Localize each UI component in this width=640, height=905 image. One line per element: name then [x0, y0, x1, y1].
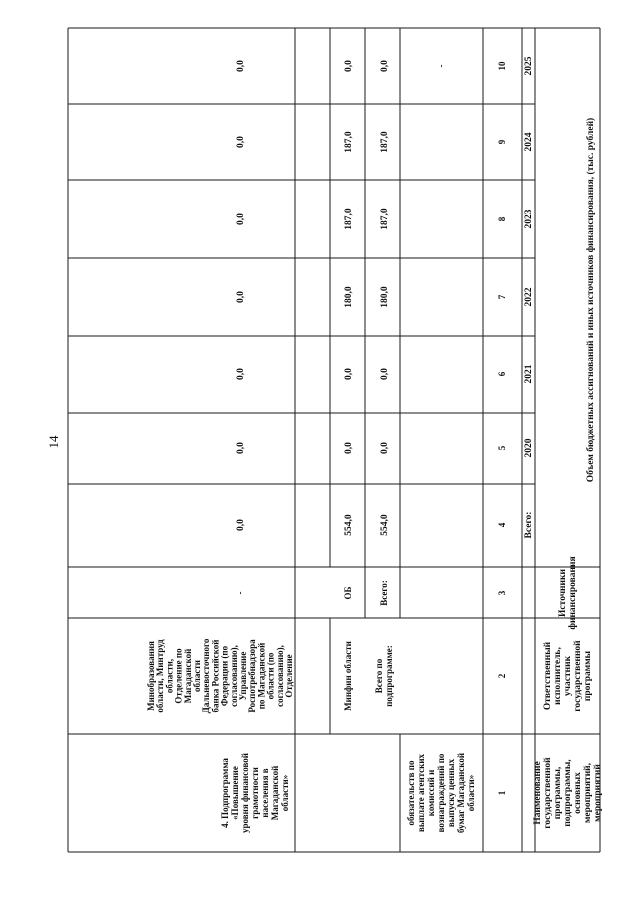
sub4-value — [236, 368, 246, 380]
column-number-5 — [497, 445, 507, 450]
header-col1-title-line: государственной — [543, 757, 553, 829]
column-number-7 — [497, 294, 507, 299]
header-col3-title-line: Источники — [558, 569, 568, 617]
sub4-name-line: «Повышение — [230, 766, 240, 820]
column-number-8-line: 8 — [497, 216, 507, 222]
header-col1-title-line: основных — [573, 772, 583, 814]
subtotal-source-line: Всего: — [379, 580, 389, 606]
minfin-value — [344, 286, 354, 308]
minfin-executor — [343, 641, 353, 711]
sub4-name-line: населения в — [260, 768, 270, 818]
subtotal-value-line: 187,0 — [380, 208, 390, 230]
continuation-name-line: обязательств по — [406, 760, 416, 826]
subtotal-value-line: 187,0 — [380, 131, 390, 153]
subtotal-executor-line: Всего по — [374, 658, 384, 694]
header-col2-title — [542, 640, 593, 712]
header-year-2021-line: 2021 — [524, 364, 534, 384]
column-number-7-line: 7 — [497, 294, 507, 300]
minfin-value-line: 554,0 — [344, 514, 354, 536]
column-number-1 — [497, 790, 507, 795]
column-number-4 — [497, 522, 507, 527]
header-col1-title-line: мероприятий — [593, 764, 603, 822]
sub4-executor-line: области, — [164, 658, 175, 694]
continuation-dash — [436, 65, 446, 68]
sub4-value-line: 0,0 — [236, 519, 246, 531]
sub4-executor-line: согласованию), — [274, 645, 285, 707]
sub4-executor-line: Магаданской — [182, 648, 193, 704]
minfin-value-line: 187,0 — [344, 208, 354, 230]
column-number-9-line: 9 — [497, 139, 507, 145]
header-col2-title-line: участник — [563, 655, 573, 697]
header-group-title — [585, 118, 596, 482]
minfin-value-line: 0,0 — [344, 442, 354, 454]
minfin-source — [343, 586, 353, 599]
column-number-2 — [497, 673, 507, 678]
header-col1-title-line: подпрограммы, — [563, 759, 573, 827]
header-year-2022 — [524, 287, 534, 306]
header-total-label — [524, 512, 534, 539]
continuation-name-line: области» — [466, 774, 476, 812]
subtotal-value — [380, 514, 390, 536]
header-col3-title-line: финансирования — [568, 556, 578, 630]
sub4-executor-line: Дальневосточного — [201, 638, 212, 714]
column-number-9 — [497, 139, 507, 144]
sub4-value — [236, 519, 246, 531]
column-number-8 — [497, 216, 507, 221]
column-number-6 — [497, 371, 507, 376]
header-col2-title-line: программы — [583, 650, 593, 702]
minfin-value — [344, 208, 354, 230]
column-number-2-line: 2 — [497, 673, 507, 679]
continuation-name-line: бумаг Магаданской — [456, 752, 466, 834]
subtotal-value-line: 554,0 — [380, 514, 390, 536]
column-number-1-line: 1 — [497, 790, 507, 796]
minfin-value — [344, 442, 354, 454]
minfin-source-line: ОБ — [343, 586, 353, 600]
sub4-executor-line: Отделение — [284, 654, 294, 698]
subtotal-executor-line: подпрограмме: — [384, 645, 394, 707]
minfin-value — [344, 131, 354, 153]
continuation-name-line: выпуску ценных — [446, 758, 456, 828]
sub4-executor-line: банка Российской — [210, 639, 221, 713]
sub4-name-line: уровня финансовой — [240, 753, 250, 833]
sub4-executor-line: области, Минтруд — [155, 639, 166, 713]
sub4-executor-line: Управление — [238, 651, 248, 701]
sub4-value-line: 0,0 — [236, 368, 246, 380]
subtotal-value — [380, 368, 390, 380]
sub4-executor-line: области (по — [265, 652, 276, 700]
sub4-value — [236, 442, 246, 454]
header-year-2025-line: 2025 — [524, 56, 534, 76]
sub4-source — [235, 592, 245, 595]
minfin-value-line: 0,0 — [344, 368, 354, 380]
sub4-value — [236, 136, 246, 148]
sub4-executor-line: Отделение по — [173, 648, 184, 704]
continuation-name-line: вознаграждений по — [436, 753, 446, 833]
sub4-value — [236, 291, 246, 303]
subtotal-value — [380, 131, 390, 153]
minfin-value-line: 180,0 — [344, 286, 354, 308]
header-col1-title-line: программы, — [553, 766, 563, 820]
subtotal-value — [380, 442, 390, 454]
minfin-value — [344, 368, 354, 380]
column-number-6-line: 6 — [497, 371, 507, 377]
header-col1-title — [533, 757, 603, 829]
column-number-3-line: 3 — [497, 590, 507, 596]
subtotal-value — [380, 286, 390, 308]
header-year-2024-line: 2024 — [524, 132, 534, 152]
minfin-executor-line: Минфин области — [343, 641, 353, 711]
continuation-name-line: выплате агентских — [416, 753, 426, 833]
sub4-executor-line: Минобразования — [146, 641, 156, 711]
subtotal-value — [380, 208, 390, 230]
header-year-2024 — [524, 132, 534, 151]
subtotal-value — [380, 60, 390, 72]
subtotal-executor — [374, 645, 394, 707]
column-number-3 — [497, 590, 507, 595]
sub4-executor-line: области — [192, 660, 202, 692]
header-col1-title-line: Наименование — [533, 761, 543, 825]
sub4-executor-line: Роспотребнадзора — [247, 639, 258, 713]
sub4-executor-line: Федерации (по — [219, 645, 230, 707]
sub4-executor-line: по Магаданской — [256, 642, 267, 710]
header-col2-title-line: Ответственный — [543, 641, 553, 711]
sub4-name-line: грамотности — [250, 767, 260, 819]
header-year-2020 — [524, 438, 534, 457]
minfin-value-line: 187,0 — [344, 131, 354, 153]
header-col2-title-line: исполнитель, — [553, 647, 563, 705]
column-number-5-line: 5 — [497, 445, 507, 451]
continuation-name — [406, 753, 476, 833]
subtotal-value-line: 180,0 — [380, 286, 390, 308]
sub4-name-line: области» — [280, 774, 290, 812]
header-year-2025 — [524, 56, 534, 75]
table-grid — [68, 28, 600, 852]
sub4-value-line: 0,0 — [236, 291, 246, 303]
minfin-value-line: 0,0 — [344, 60, 354, 72]
sub4-value — [236, 60, 246, 72]
subtotal-source — [379, 580, 389, 605]
sub4-value-line: 0,0 — [236, 136, 246, 148]
sub4-value-line: 0,0 — [236, 213, 246, 225]
sub4-value-line: 0,0 — [236, 60, 246, 72]
continuation-dash-line: - — [436, 64, 446, 68]
header-year-2023 — [524, 209, 534, 228]
column-number-10 — [497, 61, 507, 71]
header-year-2021 — [524, 364, 534, 383]
sub4-executor-line: согласованию), — [228, 645, 239, 707]
header-group-title-line: Объем бюджетных ассигнований и иных источников финансирования, (тыс. рублей) — [586, 117, 596, 483]
subtotal-value-line: 0,0 — [380, 60, 390, 72]
minfin-value — [344, 514, 354, 536]
column-number-10-line: 10 — [497, 61, 507, 71]
minfin-value — [344, 60, 354, 72]
header-year-2023-line: 2023 — [524, 209, 534, 229]
header-col1-title-line: мероприятий, — [583, 762, 593, 824]
subtotal-value-line: 0,0 — [380, 442, 390, 454]
table-text — [146, 56, 603, 833]
header-year-2022-line: 2022 — [524, 287, 534, 307]
page-number: 14 — [46, 435, 61, 449]
header-year-2020-line: 2020 — [524, 438, 534, 458]
sub4-source-line: - — [235, 591, 245, 595]
sub4-value-line: 0,0 — [236, 442, 246, 454]
sub4-name-line: 4. Подпрограмма — [220, 758, 230, 828]
sub4-value — [236, 213, 246, 225]
header-total-label-line: Всего: — [524, 511, 534, 539]
header-col2-title-line: государственной — [573, 640, 583, 712]
continuation-name-line: комиссий и — [426, 769, 436, 817]
sub4-name — [220, 753, 290, 833]
sub4-name-line: Магаданской — [270, 765, 280, 821]
column-number-4-line: 4 — [497, 522, 507, 528]
sub4-executor — [146, 638, 294, 713]
subtotal-value-line: 0,0 — [380, 368, 390, 380]
